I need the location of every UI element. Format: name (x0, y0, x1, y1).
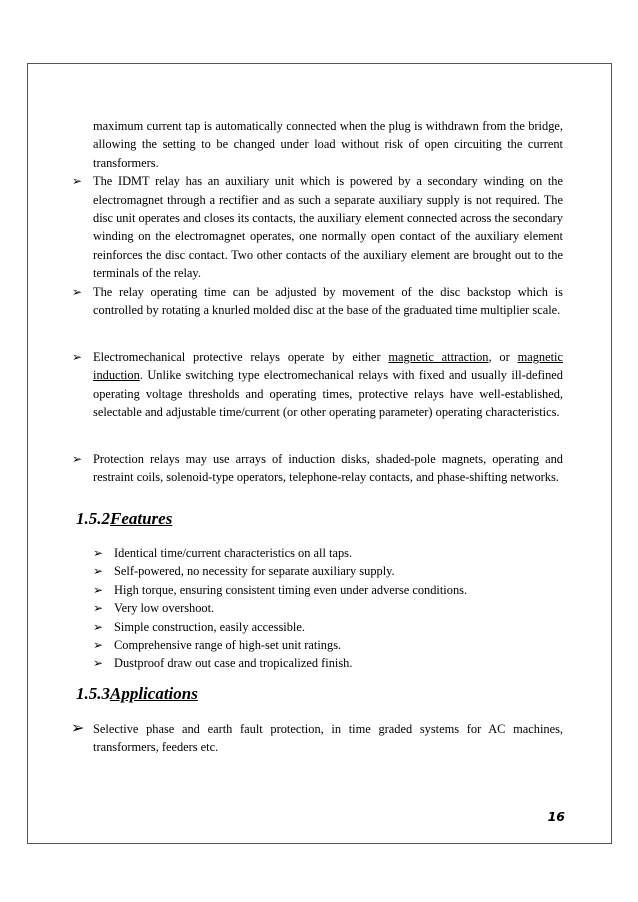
arrow-bullet-icon: ➢ (72, 174, 83, 189)
arrow-bullet-icon: ➢ (72, 452, 83, 466)
bullet-text: Protection relays may use arrays of induction disks, shaded-pole magnets, operating and restraint coils, solenoid-type operators, telephone-relay contacts, and phase-shifting networks. (93, 452, 563, 485)
bullet-paragraph-protection (72, 450, 563, 487)
bullet-text-mid: , or (488, 350, 518, 364)
arrow-bullet-icon: ➢ (93, 656, 104, 671)
page-number: 16 (547, 809, 565, 824)
bullet-text-before: Electromechanical protective relays operate by either (93, 350, 389, 364)
list-item: ➢ Dustproof draw out case and tropicalized finish. (114, 654, 554, 672)
bullet-paragraph-electromechanical (72, 348, 563, 422)
bullet-text: Selective phase and earth fault protection, in time graded systems for AC machines, transformers, feeders etc. (93, 722, 563, 755)
section-number: 1.5.3 (76, 684, 110, 703)
arrow-bullet-icon: ➢ (93, 582, 104, 597)
list-item: ➢ Identical time/current characteristics on all taps. (114, 544, 554, 562)
arrow-bullet-icon: ➢ (72, 350, 83, 364)
arrow-bullet-icon: ➢ (72, 285, 83, 299)
body-section-applications (71, 718, 563, 757)
body-section-2 (72, 283, 563, 320)
body-section-1 (72, 117, 563, 283)
bullet-paragraph-applications (71, 718, 563, 757)
bullet-text: The IDMT relay has an auxiliary unit which is powered by a secondary winding on the electromagnet through a rectifier and as such a separate auxiliary supply is not required. The disc unit operates and closes its contacts, the auxiliary element connected across the secondary winding on the electromagnet operates, one normally open contact of the auxiliary element reinforces the disc contact. Two other contacts of the auxiliary element are brought out to the terminals of the relay. (93, 174, 563, 281)
bullet-paragraph-idmt (72, 172, 563, 282)
features-heading (76, 509, 172, 529)
list-item: ➢ High torque, ensuring consistent timing even under adverse conditions. (114, 581, 554, 599)
bullet-paragraph-operating-time (72, 283, 563, 320)
section-title: Applications (110, 684, 198, 703)
body-section-4 (72, 450, 563, 487)
section-title: Features (110, 509, 173, 528)
bullet-text: The relay operating time can be adjusted by movement of the disc backstop which is controlled by rotating a knurled molded disc at the base of the graduated time multiplier scale. (93, 285, 563, 318)
bullet-text-after: . Unlike switching type electromechanical relays with fixed and usually ill-defined operating voltage thresholds and operating times, protective relays have well-established, selectable and adjustable time/current (or other operating parameter) operating characteristics. (93, 368, 563, 420)
list-item: ➢ Self-powered, no necessity for separate auxiliary supply. (114, 562, 554, 580)
arrow-bullet-icon: ➢ (93, 601, 104, 616)
arrow-bullet-icon: ➢ (93, 546, 104, 560)
section-number: 1.5.2 (76, 509, 110, 528)
arrow-bullet-icon: ➢ (71, 718, 85, 737)
arrow-bullet-icon: ➢ (93, 564, 104, 579)
list-item: ➢ Comprehensive range of high-set unit ratings. (114, 636, 554, 654)
list-item: ➢ Very low overshoot. (114, 599, 554, 617)
magnetic-induction-link[interactable]: magnetic induction (93, 350, 563, 383)
continuation-paragraph: maximum current tap is automatically connected when the plug is withdrawn from the bridge, allowing the setting to be changed under load without risk of open circuiting the current transformers. (93, 119, 563, 170)
list-item: ➢ Simple construction, easily accessible. (114, 618, 554, 636)
arrow-bullet-icon: ➢ (93, 638, 104, 653)
features-list (93, 544, 554, 673)
arrow-bullet-icon: ➢ (93, 619, 104, 634)
body-section-3 (72, 348, 563, 422)
applications-heading (76, 684, 198, 704)
magnetic-attraction-link[interactable]: magnetic attraction (388, 350, 489, 364)
